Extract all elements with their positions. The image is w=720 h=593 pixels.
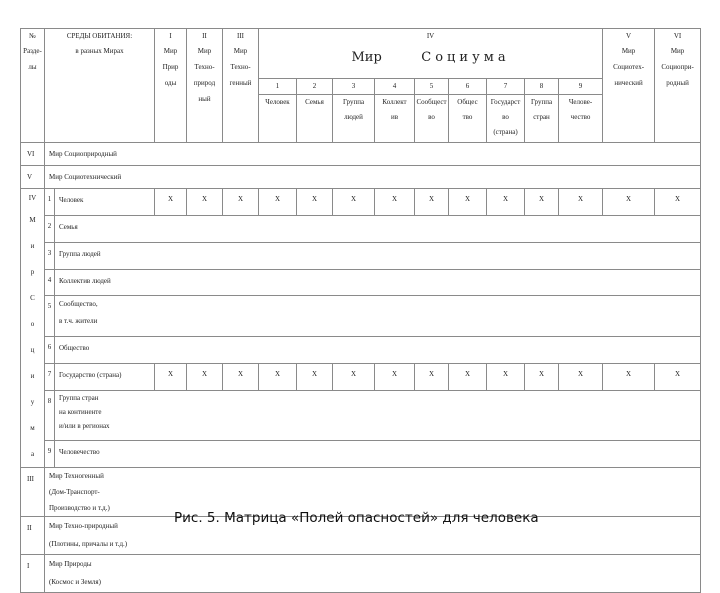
row-i-roman: I bbox=[21, 555, 45, 593]
col-iii-mir: Мир bbox=[233, 47, 248, 55]
sub-col-num-2: 2 bbox=[297, 79, 333, 95]
x-mark-r1-11: X bbox=[525, 189, 559, 216]
col-v-mir: Мир bbox=[621, 47, 636, 55]
hazard-matrix-table bbox=[20, 28, 701, 593]
sub-row-num-4: 4 bbox=[45, 269, 55, 296]
sub-col-7-l3: (страна) bbox=[493, 128, 518, 136]
sociuma-title bbox=[259, 43, 602, 73]
sub-col-3-l2: людей bbox=[344, 113, 363, 121]
x-mark-r1-6: X bbox=[333, 189, 375, 216]
col-v-line3: нический bbox=[614, 79, 643, 87]
header-num-cell bbox=[21, 29, 45, 143]
sub-row-label-8 bbox=[55, 390, 701, 440]
sociuma-letter-11: а bbox=[30, 450, 35, 458]
sub-col-7-l1: Государст bbox=[490, 98, 521, 106]
sub-row-num-3: 3 bbox=[45, 242, 55, 269]
sub-col-9 bbox=[559, 95, 603, 143]
x-mark-r1-14: X bbox=[655, 189, 701, 216]
row-i-label bbox=[45, 555, 701, 593]
sub-col-1-l1: Человек bbox=[265, 98, 290, 106]
sociuma-letter-3: р bbox=[30, 268, 35, 276]
sub-row-label-1: Человек bbox=[55, 189, 155, 216]
x-mark-r7-6: X bbox=[333, 364, 375, 391]
sredy-title: СРЕДЫ ОБИТАНИЯ: bbox=[66, 32, 133, 40]
col-vi-number: VI bbox=[673, 32, 682, 40]
sub-row-label-4: Коллектив людей bbox=[55, 269, 701, 296]
sub-row-label-6: Общество bbox=[55, 337, 701, 364]
row-iii-label-l2: (Дом-Транспорт- bbox=[49, 488, 100, 496]
header-col-v bbox=[603, 29, 655, 143]
header-col-iv bbox=[259, 29, 603, 79]
sub-row-num-6: 6 bbox=[45, 337, 55, 364]
row-ii-roman: II bbox=[21, 517, 45, 555]
sub-col-8-l2: стран bbox=[533, 113, 550, 121]
col-iii-number: III bbox=[237, 32, 244, 40]
row-i-label-l2: (Космос и Земля) bbox=[49, 578, 101, 586]
sub-col-5 bbox=[415, 95, 449, 143]
sub-row-label-2: Семья bbox=[55, 215, 701, 242]
x-mark-r1-7: X bbox=[375, 189, 415, 216]
sub-col-4-l2: ив bbox=[390, 113, 399, 121]
header-col-vi bbox=[655, 29, 701, 143]
sub-row-num-2: 2 bbox=[45, 215, 55, 242]
x-mark-r7-5: X bbox=[297, 364, 333, 391]
sub-row-label-9: Человечество bbox=[55, 441, 701, 468]
sub-row-label-5-l2: в т.ч. жители bbox=[59, 317, 98, 326]
x-mark-r1-1: X bbox=[155, 189, 187, 216]
sub-col-6-l1: Общес bbox=[457, 98, 478, 106]
row-iii-label-l1: Мир Техногенный bbox=[49, 472, 104, 480]
sub-row-label-8-l3: и/или в регионах bbox=[59, 421, 110, 430]
sub-row-num-9: 9 bbox=[45, 441, 55, 468]
sub-row-label-8-l2: на континенте bbox=[59, 407, 102, 416]
x-mark-r1-2: X bbox=[187, 189, 223, 216]
sub-row-label-3: Группа людей bbox=[55, 242, 701, 269]
x-mark-r7-7: X bbox=[375, 364, 415, 391]
sociuma-letter-1: М bbox=[29, 216, 36, 224]
row-ii-label-l1: Мир Техно-природный bbox=[49, 522, 118, 530]
col-iii-line2: Техно- bbox=[230, 63, 251, 71]
x-mark-r1-10: X bbox=[487, 189, 525, 216]
col-v-number: V bbox=[626, 32, 632, 40]
razdel-line-1: Разде- bbox=[23, 47, 42, 55]
x-mark-r1-4: X bbox=[259, 189, 297, 216]
row-iii-roman: III bbox=[21, 468, 45, 517]
x-mark-r7-10: X bbox=[487, 364, 525, 391]
razdel-line-2: лы bbox=[28, 63, 37, 71]
sociuma-letter-9: у bbox=[30, 398, 35, 406]
sub-col-6 bbox=[449, 95, 487, 143]
sociuma-letter-2: и bbox=[30, 242, 35, 250]
x-mark-r1-5: X bbox=[297, 189, 333, 216]
col-i-line3: оды bbox=[164, 79, 177, 87]
col-i-line2: Прир bbox=[162, 63, 179, 71]
sociuma-letter-8: и bbox=[30, 372, 35, 380]
sub-row-label-8-l1: Группа стран bbox=[59, 393, 99, 402]
sociuma-letter-6: о bbox=[30, 320, 35, 328]
sub-col-num-3: 3 bbox=[333, 79, 375, 95]
figure-caption: Рис. 5. Матрица «Полей опасностей» для человека bbox=[174, 510, 539, 526]
x-mark-r7-1: X bbox=[155, 364, 187, 391]
sub-col-9-l2: чество bbox=[570, 113, 591, 121]
x-mark-r1-3: X bbox=[223, 189, 259, 216]
row-v-label: Мир Социотехнический bbox=[45, 166, 701, 189]
sociuma-letter-10: м bbox=[30, 424, 35, 432]
sub-col-7-l2: во bbox=[502, 113, 509, 121]
col-iii-line3: генный bbox=[229, 79, 252, 87]
x-mark-r1-12: X bbox=[559, 189, 603, 216]
x-mark-r7-14: X bbox=[655, 364, 701, 391]
col-i-number: I bbox=[169, 32, 172, 40]
header-col-iii bbox=[223, 29, 259, 143]
x-mark-r7-9: X bbox=[449, 364, 487, 391]
sub-row-label-7: Государство (страна) bbox=[55, 364, 155, 391]
sub-col-9-l1: Челове- bbox=[568, 98, 593, 106]
sredy-subtitle: в разных Мирах bbox=[75, 47, 124, 55]
sub-row-num-8: 8 bbox=[45, 390, 55, 440]
x-mark-r7-8: X bbox=[415, 364, 449, 391]
sub-row-label-5 bbox=[55, 296, 701, 337]
row-i-label-l1: Мир Природы bbox=[49, 560, 92, 568]
sub-col-num-8: 8 bbox=[525, 79, 559, 95]
col-ii-mir: Мир bbox=[197, 47, 212, 55]
sub-col-5-l2: во bbox=[428, 113, 435, 121]
x-mark-r1-8: X bbox=[415, 189, 449, 216]
sub-col-num-5: 5 bbox=[415, 79, 449, 95]
col-ii-line2: Техно- bbox=[194, 63, 215, 71]
row-vi-roman: VI bbox=[21, 143, 45, 166]
row-v-roman: V bbox=[21, 166, 45, 189]
header-col-ii bbox=[187, 29, 223, 143]
sub-col-4-l1: Коллект bbox=[382, 98, 407, 106]
sub-col-5-l1: Сообщест bbox=[416, 98, 447, 106]
sub-col-3-l1: Группа bbox=[342, 98, 365, 106]
sub-col-num-4: 4 bbox=[375, 79, 415, 95]
sociuma-letter-7: ц bbox=[30, 346, 35, 354]
sub-col-num-6: 6 bbox=[449, 79, 487, 95]
x-mark-r1-13: X bbox=[603, 189, 655, 216]
header-sredy-cell bbox=[45, 29, 155, 143]
sub-col-3 bbox=[333, 95, 375, 143]
col-ii-line4: ный bbox=[198, 95, 211, 103]
num-symbol: № bbox=[29, 32, 36, 40]
x-mark-r7-13: X bbox=[603, 364, 655, 391]
sub-col-8 bbox=[525, 95, 559, 143]
col-v-line2: Социотех- bbox=[613, 63, 645, 71]
x-mark-r7-3: X bbox=[223, 364, 259, 391]
sub-col-num-7: 7 bbox=[487, 79, 525, 95]
sub-row-label-5-l1: Сообщество, bbox=[59, 300, 98, 309]
col-ii-number: II bbox=[202, 32, 207, 40]
x-mark-r1-9: X bbox=[449, 189, 487, 216]
sociuma-letter-5: С bbox=[30, 294, 35, 302]
sub-col-8-l1: Группа bbox=[530, 98, 553, 106]
x-mark-r7-4: X bbox=[259, 364, 297, 391]
sub-row-num-5: 5 bbox=[45, 296, 55, 337]
sub-col-4 bbox=[375, 95, 415, 143]
sub-col-1 bbox=[259, 95, 297, 143]
x-mark-r7-11: X bbox=[525, 364, 559, 391]
x-mark-r7-12: X bbox=[559, 364, 603, 391]
sub-row-num-7: 7 bbox=[45, 364, 55, 391]
row-iii-label-l3: Производство и т.д.) bbox=[49, 504, 110, 512]
mir-big: Мир bbox=[351, 50, 382, 65]
sub-col-2 bbox=[297, 95, 333, 143]
col-ii-line3: природ bbox=[193, 79, 216, 87]
sociuma-big: Социума bbox=[421, 50, 510, 65]
row-iv-vertical-cell bbox=[21, 189, 45, 468]
col-i-mir: Мир bbox=[163, 47, 178, 55]
col-vi-line3: родный bbox=[666, 79, 689, 87]
row-ii-label-l2: (Плотины, причалы и т.д.) bbox=[49, 540, 128, 548]
col-vi-line2: Социопри- bbox=[661, 63, 694, 71]
sub-col-6-l2: тво bbox=[462, 113, 473, 121]
x-mark-r7-2: X bbox=[187, 364, 223, 391]
col-iv-number: IV bbox=[426, 32, 435, 40]
row-iv-roman: IV bbox=[28, 194, 37, 202]
sub-row-num-1: 1 bbox=[45, 189, 55, 216]
header-col-i bbox=[155, 29, 187, 143]
sub-col-num-1: 1 bbox=[259, 79, 297, 95]
sub-col-num-9: 9 bbox=[559, 79, 603, 95]
row-vi-label: Мир Социоприродный bbox=[45, 143, 701, 166]
sub-col-2-l1: Семья bbox=[305, 98, 324, 106]
sub-col-7 bbox=[487, 95, 525, 143]
col-vi-mir: Мир bbox=[670, 47, 685, 55]
